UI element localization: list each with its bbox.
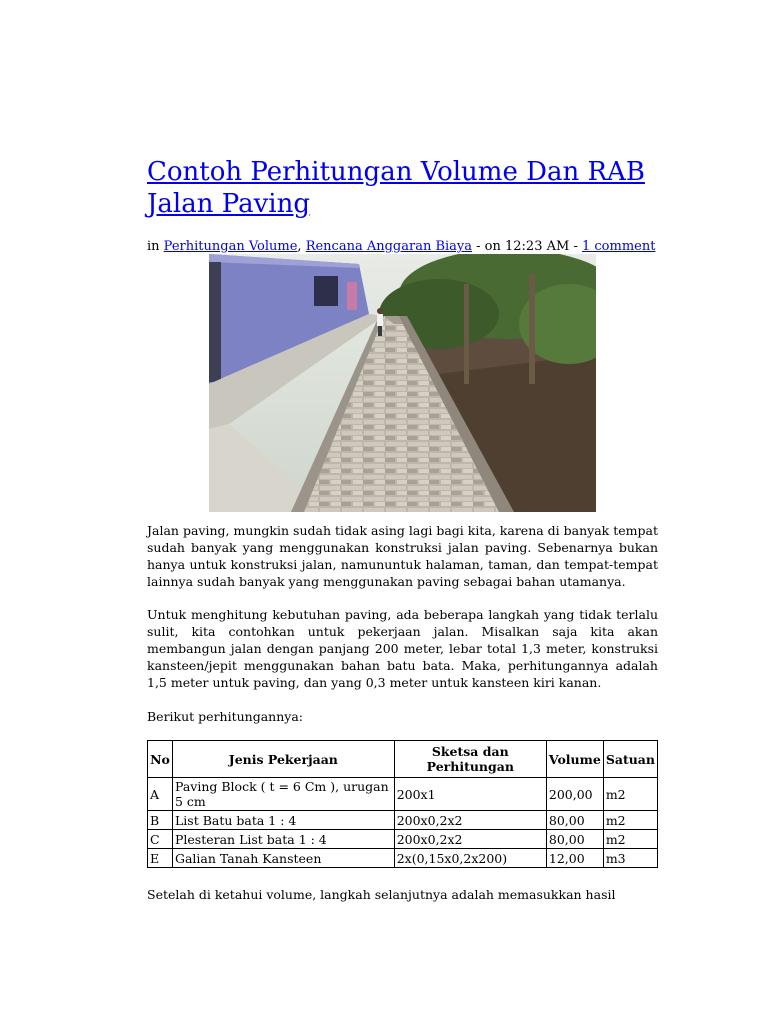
table-row: [148, 811, 658, 830]
cell-no: E: [148, 849, 173, 868]
meta-prefix: in: [147, 239, 160, 254]
cell-sketsa: 200x0,2x2: [394, 811, 546, 830]
cell-no: C: [148, 830, 173, 849]
cell-sketsa: 200x0,2x2: [394, 830, 546, 849]
table-row: [148, 778, 658, 811]
category-link-perhitungan-volume[interactable]: Perhitungan Volume: [163, 239, 298, 254]
cell-no: B: [148, 811, 173, 830]
col-satuan: Satuan: [603, 741, 657, 778]
cell-jenis: List Batu bata 1 : 4: [172, 811, 394, 830]
cell-volume: 80,00: [546, 830, 603, 849]
category-link-rencana-anggaran-biaya[interactable]: Rencana Anggaran Biaya: [305, 239, 473, 254]
table-row: [148, 849, 658, 868]
table-header-row: [148, 741, 658, 778]
cell-jenis: Galian Tanah Kansteen: [172, 849, 394, 868]
paragraph-intro: Jalan paving, mungkin sudah tidak asing lagi bagi kita, karena di banyak tempat sudah banyak yang menggunakan konstruksi jalan paving. Sebenarnya bukan hanya untuk konstruksi jalan, namununtuk halaman, taman, dan tempat-tempat lainnya sudah banyak yang menggunakan paving sebagai bahan utamanya.: [147, 523, 658, 589]
article-title[interactable]: Contoh Perhitungan Volume Dan RAB Jalan Paving: [147, 157, 645, 219]
cell-satuan: m2: [603, 811, 657, 830]
col-volume: Volume: [546, 741, 603, 778]
cell-jenis: Plesteran List bata 1 : 4: [172, 830, 394, 849]
paragraph-table-intro: Berikut perhitungannya:: [147, 709, 304, 724]
cell-volume: 80,00: [546, 811, 603, 830]
comments-link[interactable]: 1 comment: [581, 239, 656, 254]
cell-volume: 12,00: [546, 849, 603, 868]
cell-satuan: m2: [603, 778, 657, 811]
col-no: No: [148, 741, 173, 778]
cell-volume: 200,00: [546, 778, 603, 811]
cell-jenis: Paving Block ( t = 6 Cm ), urugan 5 cm: [172, 778, 394, 811]
col-jenis-pekerjaan: Jenis Pekerjaan: [172, 741, 394, 778]
cell-no: A: [148, 778, 173, 811]
cell-sketsa: 200x1: [394, 778, 546, 811]
paragraph-calculation: Untuk menghitung kebutuhan paving, ada beberapa langkah yang tidak terlalu sulit, kita contohkan untuk pekerjaan jalan. Misalkan saja kita akan membangun jalan dengan panjang 200 meter, lebar total 1,3 meter, konstruksi kansteen/jepit menggunakan bahan batu bata. Maka, perhitungannya adalah 1,5 meter untuk paving, dan yang 0,3 meter untuk kansteen kiri kanan.: [147, 607, 658, 690]
post-time: - on 12:23 AM -: [476, 239, 578, 254]
cell-satuan: m2: [603, 830, 657, 849]
paragraph-next-step: Setelah di ketahui volume, langkah selanjutnya adalah memasukkan hasil: [147, 887, 616, 902]
meta-separator: ,: [297, 239, 302, 254]
paving-road-photo: [209, 254, 596, 512]
cell-sketsa: 2x(0,15x0,2x200): [394, 849, 546, 868]
cell-satuan: m3: [603, 849, 657, 868]
col-sketsa: Sketsa dan Perhitungan: [394, 741, 546, 778]
table-row: [148, 830, 658, 849]
volume-table: [147, 740, 658, 868]
